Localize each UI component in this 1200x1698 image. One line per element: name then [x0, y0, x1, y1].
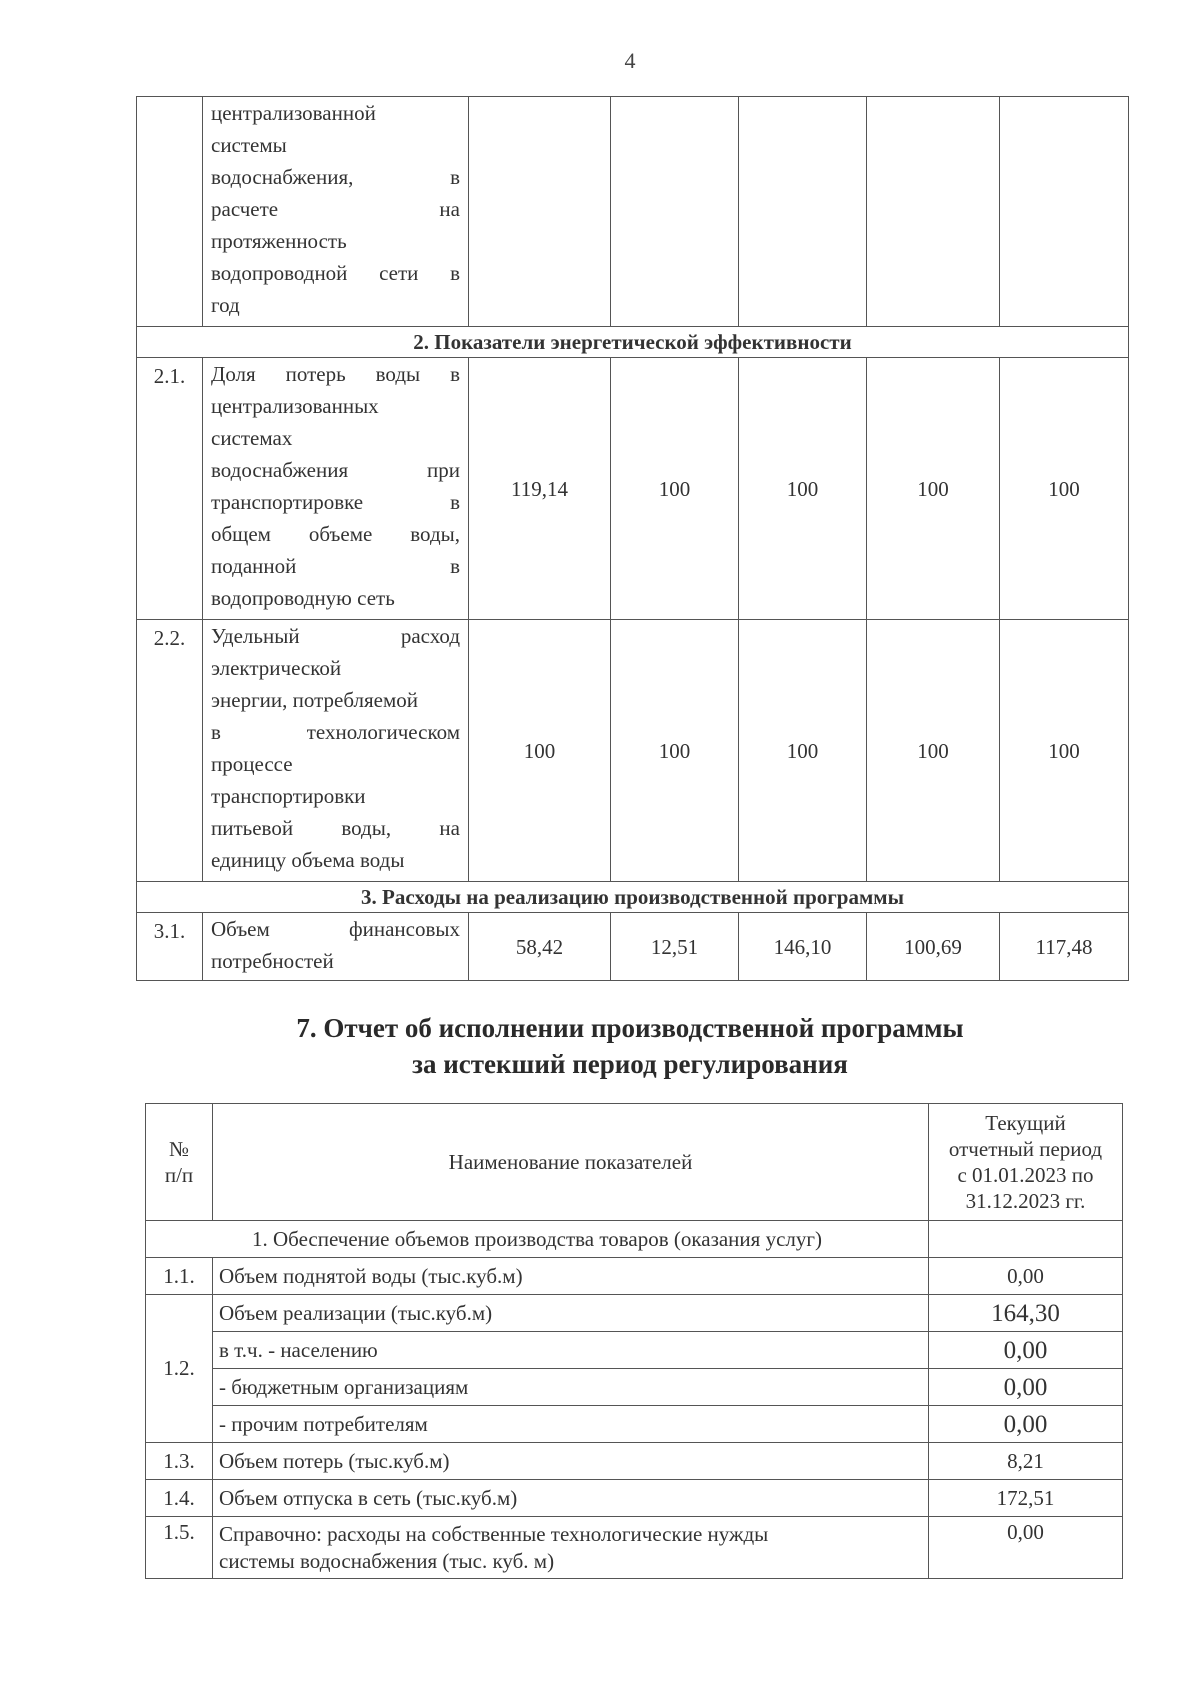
value-cell: 0,00	[929, 1258, 1123, 1295]
table-row	[146, 1295, 1123, 1332]
group-title: 1. Обеспечение объемов производства товаров (оказания услуг)	[146, 1221, 929, 1258]
header-period: Текущий отчетный период с 01.01.2023 по 31.12.2023 гг.	[929, 1104, 1123, 1221]
value-cell: 100	[1000, 620, 1129, 882]
value-cell: 12,51	[611, 913, 739, 981]
value-cell	[739, 97, 867, 327]
value-cell: 100	[611, 620, 739, 882]
indicator-name: в т.ч. - населению	[213, 1332, 929, 1369]
indicator-name: Объем потерь (тыс.куб.м)	[213, 1443, 929, 1480]
header-row	[146, 1104, 1123, 1221]
value-cell: 100	[739, 620, 867, 882]
section-row	[137, 882, 1129, 913]
row-number: 1.1.	[146, 1258, 213, 1295]
group-row	[146, 1221, 1123, 1258]
table-row	[146, 1517, 1123, 1579]
row-number: 1.2.	[146, 1295, 213, 1443]
value-cell: 0,00	[929, 1517, 1123, 1579]
value-cell: 100	[739, 358, 867, 620]
row-number: 1.4.	[146, 1480, 213, 1517]
value-cell: 146,10	[739, 913, 867, 981]
section-title: 2. Показатели энергетической эффективности	[137, 327, 1129, 358]
value-cell: 100	[611, 358, 739, 620]
row-number: 1.5.	[146, 1517, 213, 1579]
value-cell: 100,69	[867, 913, 1000, 981]
value-cell	[1000, 97, 1129, 327]
header-number: № п/п	[146, 1104, 213, 1221]
report-title-line: 7. Отчет об исполнении производственной программы	[296, 1013, 964, 1043]
table-row	[137, 620, 1129, 882]
section-title: 3. Расходы на реализацию производственной программы	[137, 882, 1129, 913]
indicator-name: Объем поднятой воды (тыс.куб.м)	[213, 1258, 929, 1295]
value-cell: 0,00	[929, 1406, 1123, 1443]
row-number: 1.3.	[146, 1443, 213, 1480]
indicator-name: централизованной системы водоснабжения, в расчете на протяженность водопроводной сети в год	[203, 97, 469, 327]
page-number: 4	[624, 48, 636, 73]
table-row	[146, 1258, 1123, 1295]
section-row	[137, 327, 1129, 358]
table-row	[146, 1480, 1123, 1517]
indicator-name: - прочим потребителям	[213, 1406, 929, 1443]
table-row	[137, 913, 1129, 981]
value-cell: 100	[1000, 358, 1129, 620]
value-cell	[611, 97, 739, 327]
table-row	[146, 1332, 1123, 1369]
header-name: Наименование показателей	[213, 1104, 929, 1221]
report-title	[0, 1010, 1200, 1082]
value-cell: 119,14	[469, 358, 611, 620]
table-row	[146, 1443, 1123, 1480]
value-cell: 172,51	[929, 1480, 1123, 1517]
value-cell: 8,21	[929, 1443, 1123, 1480]
value-cell: 0,00	[929, 1369, 1123, 1406]
report-table	[145, 1103, 1123, 1579]
indicator-name: Удельный расход электрической энергии, потребляемой в технологическом процессе транспортировки питьевой воды, на единицу объема воды	[203, 620, 469, 882]
indicator-name: Объем финансовых потребностей	[203, 913, 469, 981]
value-cell: 100	[867, 358, 1000, 620]
value-cell: 0,00	[929, 1332, 1123, 1369]
indicators-table	[136, 96, 1129, 981]
value-cell	[867, 97, 1000, 327]
row-number	[137, 97, 203, 327]
indicator-name: Справочно: расходы на собственные технологические нужды системы водоснабжения (тыс. куб. м)	[213, 1517, 929, 1579]
indicator-name: Объем реализации (тыс.куб.м)	[213, 1295, 929, 1332]
value-cell: 58,42	[469, 913, 611, 981]
row-number: 2.1.	[137, 358, 203, 620]
value-cell: 164,30	[929, 1295, 1123, 1332]
value-cell	[929, 1221, 1123, 1258]
value-cell: 100	[867, 620, 1000, 882]
table-row	[146, 1406, 1123, 1443]
value-cell: 117,48	[1000, 913, 1129, 981]
table-row	[137, 97, 1129, 327]
value-cell: 100	[469, 620, 611, 882]
table-row	[146, 1369, 1123, 1406]
table-row	[137, 358, 1129, 620]
indicator-name: Доля потерь воды в централизованных системах водоснабжения при транспортировке в общем объеме воды, поданной в водопроводную сеть	[203, 358, 469, 620]
row-number: 2.2.	[137, 620, 203, 882]
indicator-name: - бюджетным организациям	[213, 1369, 929, 1406]
report-title-line: за истекший период регулирования	[412, 1049, 848, 1079]
row-number: 3.1.	[137, 913, 203, 981]
indicator-name: Объем отпуска в сеть (тыс.куб.м)	[213, 1480, 929, 1517]
value-cell	[469, 97, 611, 327]
